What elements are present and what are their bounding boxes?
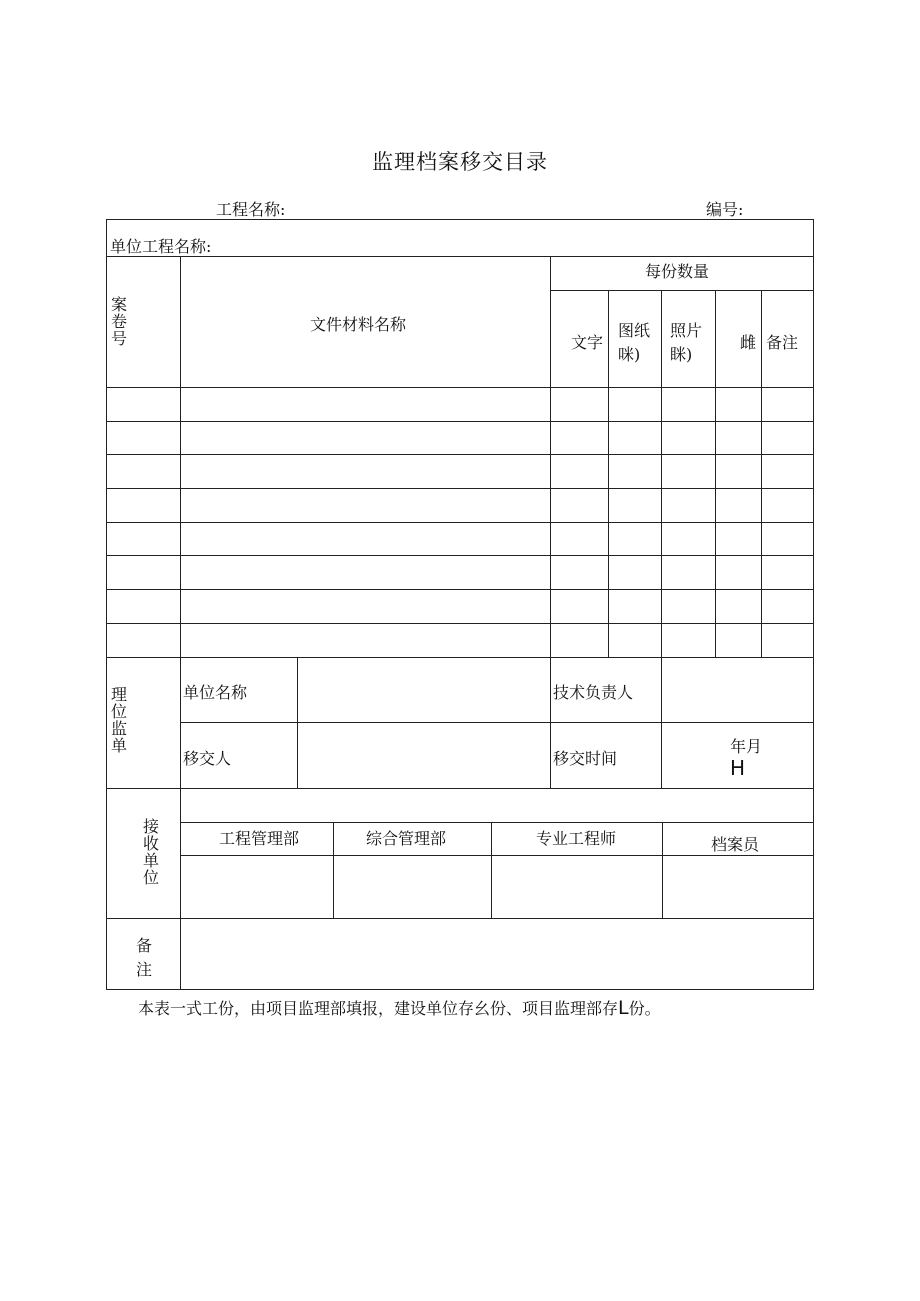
handover-time-label: 移交时间 — [553, 749, 618, 768]
department-engineering-management: 工程管理部 — [219, 829, 300, 848]
date-year-month: 年月 — [730, 737, 763, 756]
project-name-label: 工程名称: — [216, 200, 286, 219]
file-material-name-header: 文件材料名称 — [310, 315, 407, 334]
department-archivist: 档案员 — [711, 835, 760, 854]
page-title: 监理档案移交目录 — [372, 150, 548, 174]
quantity-per-copy-header: 每份数量 — [645, 262, 710, 281]
remark-column-header: 备注 — [766, 333, 799, 352]
department-professional-engineer: 专业工程师 — [536, 829, 617, 848]
remarks-label: 备注 — [135, 936, 152, 979]
fifth-column-header: 雌 — [740, 333, 757, 352]
receiving-unit-side-label: 接收单位 — [142, 817, 159, 887]
text-column-header: 文字 — [571, 333, 604, 352]
unit-name-label: 单位名称 — [183, 683, 248, 702]
handover-person-label: 移交人 — [183, 749, 232, 768]
supervision-unit-side-label: 理位监单 — [110, 685, 127, 755]
drawing-column-header-line2: 咪) — [618, 345, 641, 364]
serial-number-label: 编号: — [706, 200, 744, 219]
footer-note-end: 份。 — [628, 999, 661, 1018]
footer-note-mark: L — [618, 997, 629, 1019]
footer-note-text: 本表一式工份，由项目监理部填报，建设单位存幺份、项目监理部存 — [138, 999, 619, 1018]
photo-column-header-line2: 眯) — [670, 345, 693, 364]
date-day-mark: H — [730, 756, 746, 780]
department-general-management: 综合管理部 — [366, 829, 447, 848]
unit-project-name-label: 单位工程名称: — [110, 237, 212, 256]
technical-lead-label: 技术负责人 — [553, 683, 634, 702]
drawing-column-header-line1: 图纸 — [618, 321, 651, 340]
footer-note — [138, 996, 661, 1019]
case-volume-number-header: 案卷号 — [110, 295, 127, 348]
photo-column-header-line1: 照片 — [670, 321, 703, 340]
